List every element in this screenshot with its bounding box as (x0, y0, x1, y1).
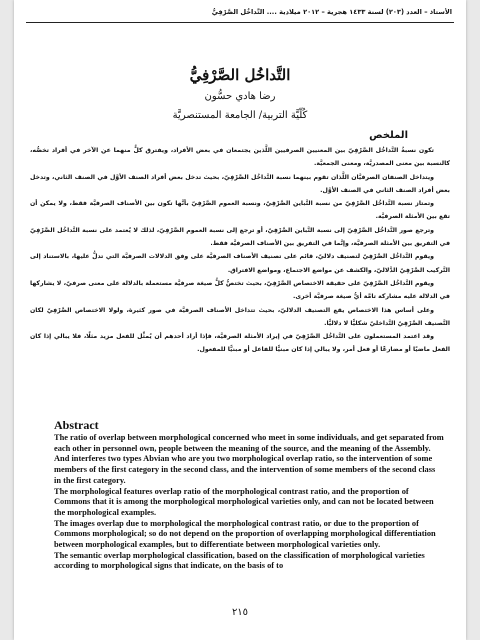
header-divider (26, 22, 454, 23)
english-abstract-paragraph: The images overlap due to morphological the morphological contrast ratio, or due to the proportion of Commons morphological; so do not depend on the proportion of overlapping morphological differentiation between morphological examples, but to differentiate between morphological varieties only. (54, 518, 436, 550)
english-abstract-paragraph: And interferes two types Abvian who are you two morphological overlap ratio, so the intervention of some members of the first category in the second class, and the intervention of some members of the second class in the first category. (54, 454, 436, 485)
arabic-abstract-heading: الملخص (369, 130, 408, 141)
english-abstract-body (54, 433, 444, 605)
english-abstract-paragraph: The morphological features overlap ratio of the morphological contrast ratio, and the proportion of Commons that it is among the morphological morphological varieties only, and can not be located between the morphological examples. (54, 486, 434, 517)
arabic-abstract-body (30, 144, 450, 402)
english-abstract-paragraph: The ratio of overlap between morphological concerned who meet in some individuals, and get separated from each other in personnel own, people between the meaning of the source, and the meaning of the Assembly. (54, 433, 444, 453)
arabic-abstract-paragraph: تكون نسبةُ التَّداخُل الصَّرْفِيّ بين المعنيين الصرفيين اللَّذين يجتمعان في بعض الأفراد، ويفترق كلٌّ منهما عن الآخر في أفراد تخصُّه، كالنسبة بين معنى المصدريَّة، ومعنى الجمعيَّة. (30, 147, 450, 168)
author-affiliation: كُلّيَّة التربية/ الجامعة المستنصريَّة (172, 110, 308, 121)
author-name: رضا هادي حسُّون (204, 91, 276, 102)
arabic-abstract-paragraph: ويتداخل الصنفان الصرفيَّان اللَّذان تقوم بينهما نسبة التَّداخُل الصَّرْفِيّ، بحيث تدخل بعض أفراد الصنف الأوَّل في الصنف الثاني، وتدخل بعض أفراد الصنف الثاني في الصنف الأوَّل. (30, 173, 450, 194)
arabic-abstract-paragraph: وترجع صور التَّداخُل الصَّرْفِيّ إلى نسبة التَّباين الصَّرْفِيّ، أو ترجع إلى نسبة العموم الصَّرْفِيّ، لذلك لا يُعتمد على نسبة التَّداخُل الصَّرْفِيّ في التفريق بين الأمثلة الصرفيَّة، وإنَّما في التفريق بين الأصناف الصرفيَّة فقط. (30, 226, 450, 248)
page-number: ٢١٥ (231, 607, 249, 618)
journal-page (14, 0, 466, 640)
running-header: الأستاذ – العدد (٢٠٣) لسنة ١٤٣٣ هجرية – ٢٠١٢ ميلادية .... التَّداخُل الصَّرْفِيُّ (211, 8, 452, 16)
arabic-abstract-paragraph: ويقوم التَّداخُل الصَّرْفِيّ على حقيقة الاختصاص الصَّرْفِيّ، بحيث تختصُّ كلُّ صيغة صرفيَّة مستعملة بالدلالة على معنى صرفيّ، لا يشاركها في الدلالة عليه مشاركة تامَّة أيُّ صيغة صرفيَّة أخرى. (30, 279, 450, 301)
arabic-abstract-paragraph: وعلى أساس هذا الاختصاص يقع التصنيف الدلاليّ، بحيث تتداخل الأصناف الصرفيَّة في صور كثيرة، ولولا الاختصاص الصَّرْفِيّ لكان التَّصنيف الصَّرْفِيّ التَّداخليّ شكليًّا لا دلاليًّا. (30, 306, 450, 327)
arabic-abstract-paragraph: وقد اعتمد المستعملون على التَّداخُل الصَّرْفِيّ في إيراد الأمثلة الصرفيَّة، فإذا أراد أحدهم أن يُمثِّل للفعل مزيد مثلًا، فلا يبالي إذا كان الفعل ماضيًا أو مضارعًا أو فعل أمر، ولا يبالي إذا كان مبنيًّا للفاعل أو مبنيًّا للمفعول. (30, 333, 450, 354)
arabic-abstract-paragraph: وتمتاز نسبة التَّداخُل الصَّرْفِيّ من نسبة التَّباين الصَّرْفِيّ، ونسبة العموم الصَّرْفِيّ بأنَّها تكون بين الأصناف الصرفيَّة فقط، ولا يمكن أن تقع بين الأمثلة الصرفيَّة. (30, 200, 450, 221)
english-abstract-paragraph: The semantic overlap morphological classification, based on the classification of morphological varieties according to morphological signs that indicate, on the basis of to (54, 550, 425, 571)
english-abstract-heading: Abstract (54, 418, 99, 432)
paper-title: التَّداخُل الصَّرْفِيُّ (189, 66, 291, 84)
arabic-abstract-paragraph: ويقوم التَّداخُل الصَّرْفِيّ لتصنيف دلاليّ، قائم على تصنيف الأصناف الصرفيَّة على وفق الدلالات الصرفيَّة التي تدلُّ عليها، بالاستناد إلى التَّركيب الصَّرْفِيّ الدَّلاليّ، والكشف عن مواضع الاجتماع، ومواضع الافتراق. (30, 253, 450, 274)
